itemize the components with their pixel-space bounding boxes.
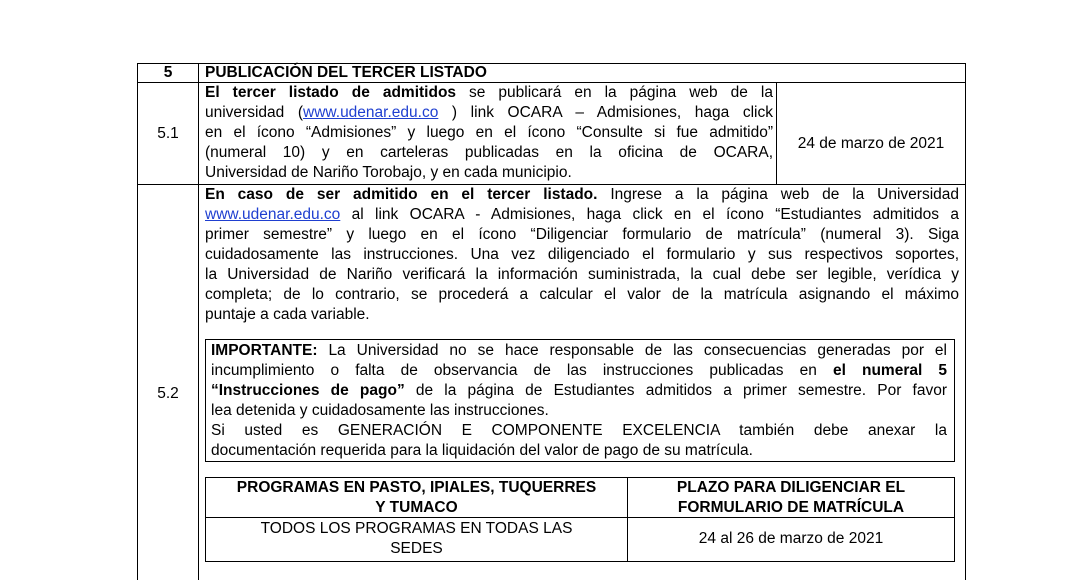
section-number: 5 bbox=[163, 64, 173, 81]
row-5-2-line: puntaje a cada variable. bbox=[205, 306, 370, 323]
table-column-divider bbox=[198, 63, 199, 580]
row-5-2-text: al link OCARA - Admisiones, haga click en el ícono “Estudiantes admitidos a bbox=[340, 206, 959, 223]
row-5-2-line: completa; de lo contrario, se procederá a calcular el valor de la matrícula asignando el máximo bbox=[205, 286, 959, 303]
row-5-2-line: primer semestre” y luego en el ícono “Diligenciar formulario de matrícula” (numeral 3). Siga bbox=[205, 226, 959, 243]
udenar-link[interactable]: www.udenar.edu.co bbox=[303, 104, 439, 121]
row-5-1-text: universidad ( bbox=[205, 104, 304, 121]
row-5-1-text: se publicará en la página web de la bbox=[456, 84, 773, 101]
schedule-header-programs bbox=[206, 478, 627, 518]
important-line: documentación requerida para la liquidación del valor de pago de su matrícula. bbox=[211, 442, 753, 459]
udenar-link[interactable]: www.udenar.edu.co bbox=[205, 206, 341, 223]
row-5-1-date: 24 de marzo de 2021 bbox=[797, 135, 945, 152]
important-text: incumplimiento o falta de observancia de las instrucciones publicadas en bbox=[211, 362, 833, 379]
row-5-1-bold-lead: El tercer listado de admitidos bbox=[205, 84, 457, 101]
schedule-header-text: FORMULARIO DE MATRÍCULA bbox=[677, 498, 905, 516]
schedule-cell-text: SEDES bbox=[390, 539, 443, 557]
row-5-2-line: la Universidad de Nariño verificará la información suministrada, la cual debe ser legible, verídica y bbox=[205, 266, 959, 283]
schedule-cell-programs bbox=[206, 519, 627, 559]
row-5-2-line: cuidadosamente las instrucciones. Una vez diligenciado el formulario y sus respectivos soportes, bbox=[205, 246, 959, 263]
important-text: La Universidad no se hace responsable de las consecuencias generadas por el bbox=[317, 342, 947, 359]
schedule-cell-deadline: 24 al 26 de marzo de 2021 bbox=[698, 530, 884, 547]
important-bold-ref: “Instrucciones de pago” bbox=[211, 382, 405, 399]
schedule-header-text: PLAZO PARA DILIGENCIAR EL bbox=[676, 479, 906, 496]
table-border-right bbox=[965, 63, 966, 580]
schedule-header-deadline bbox=[628, 478, 954, 518]
row-5-1-line: Universidad de Nariño Torobajo, y en cada municipio. bbox=[205, 164, 572, 181]
row-5-1-text: ) link OCARA – Admisiones, haga click bbox=[438, 104, 773, 121]
important-label: IMPORTANTE: bbox=[211, 342, 318, 359]
schedule-header-text: Y TUMACO bbox=[375, 498, 458, 516]
schedule-cell-text: TODOS LOS PROGRAMAS EN TODAS LAS bbox=[260, 520, 573, 537]
row-5-2-text: Ingrese a la página web de la Universidad bbox=[597, 186, 960, 203]
row-number-5-1: 5.1 bbox=[157, 125, 179, 142]
important-line: lea detenida y cuidadosamente las instrucciones. bbox=[211, 402, 549, 419]
row-number-5-2: 5.2 bbox=[157, 385, 179, 402]
important-bold-ref: el numeral 5 bbox=[832, 362, 947, 379]
important-text: de la página de Estudiantes admitidos a primer semestre. Por favor bbox=[404, 382, 947, 399]
row-5-1-line: en el ícono “Admisiones” y luego en el ícono “Consulte si fue admitido” bbox=[205, 124, 773, 141]
schedule-header-text: PROGRAMAS EN PASTO, IPIALES, TUQUERRES bbox=[236, 479, 597, 496]
section-title: PUBLICACIÓN DEL TERCER LISTADO bbox=[205, 64, 487, 81]
row-5-1-line: (numeral 10) y en carteleras publicadas en la oficina de OCARA, bbox=[205, 144, 773, 161]
row-5-2-bold-lead: En caso de ser admitido en el tercer listado. bbox=[205, 186, 598, 203]
important-line: Si usted es GENERACIÓN E COMPONENTE EXCELENCIA también debe anexar la bbox=[211, 422, 947, 439]
